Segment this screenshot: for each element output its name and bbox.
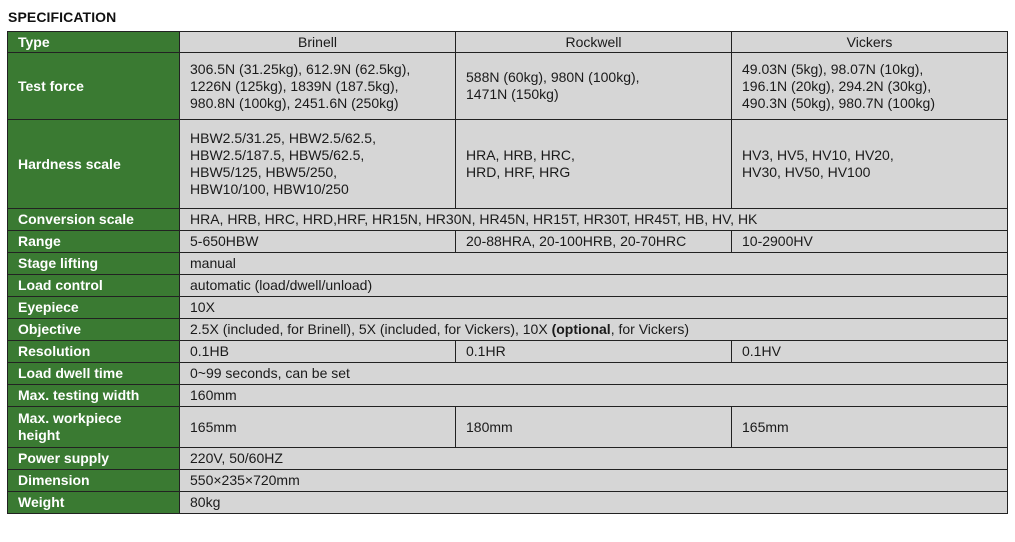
cell-line: 1471N (150kg) [466, 86, 559, 102]
objective-row [8, 319, 1008, 341]
stage-lifting-row [8, 253, 1008, 275]
row-label: Hardness scale [8, 120, 180, 209]
max-testing-width-row [8, 385, 1008, 407]
cell-line: 980.8N (100kg), 2451.6N (250kg) [190, 94, 399, 111]
row-label: Weight [8, 492, 180, 514]
cell-line: HRA, HRB, HRC, [466, 147, 575, 163]
power-supply-row [8, 448, 1008, 470]
objective-text-end: , for Vickers) [610, 321, 689, 337]
row-label: Resolution [8, 341, 180, 363]
row-label [8, 407, 180, 448]
max-workpiece-height-brinell: 165mm [180, 407, 456, 448]
hardness-scale-vickers [732, 120, 1008, 209]
rockwell-header: Rockwell [456, 32, 732, 53]
cell-line: HV30, HV50, HV100 [742, 164, 871, 180]
cell-line: HBW10/100, HBW10/250 [190, 181, 349, 197]
objective-text: 2.5X (included, for Brinell), 5X (included, for Vickers), 10X [190, 321, 552, 337]
load-dwell-time-row [8, 363, 1008, 385]
cell-line: 1226N (125kg), 1839N (187.5kg), [190, 77, 399, 94]
hardness-scale-brinell [180, 120, 456, 209]
range-vickers: 10-2900HV [732, 231, 1008, 253]
row-label: Max. testing width [8, 385, 180, 407]
stage-lifting-value: manual [180, 253, 1008, 275]
power-supply-value: 220V, 50/60HZ [180, 448, 1008, 470]
resolution-rockwell: 0.1HR [456, 341, 732, 363]
row-label: Eyepiece [8, 297, 180, 319]
conversion-scale-row [8, 209, 1008, 231]
cell-line: HRD, HRF, HRG [466, 164, 571, 180]
row-label: Range [8, 231, 180, 253]
cell-line: 490.3N (50kg), 980.7N (100kg) [742, 94, 935, 111]
cell-line: HBW2.5/187.5, HBW5/62.5, [190, 147, 365, 163]
row-label: Load dwell time [8, 363, 180, 385]
range-row [8, 231, 1008, 253]
eyepiece-value: 10X [180, 297, 1008, 319]
conversion-scale-value: HRA, HRB, HRC, HRD,HRF, HR15N, HR30N, HR45N, HR15T, HR30T, HR45T, HB, HV, HK [180, 209, 1008, 231]
row-label: Power supply [8, 448, 180, 470]
max-testing-width-value: 160mm [180, 385, 1008, 407]
optional-emphasis: (optional [551, 321, 611, 337]
test-force-vickers [732, 53, 1008, 120]
cell-line: HV3, HV5, HV10, HV20, [742, 147, 894, 163]
type-header: Type [8, 32, 180, 53]
label-line: height [18, 427, 60, 443]
cell-line: 196.1N (20kg), 294.2N (30kg), [742, 77, 932, 94]
weight-row [8, 492, 1008, 514]
resolution-vickers: 0.1HV [732, 341, 1008, 363]
dimension-value: 550×235×720mm [180, 470, 1008, 492]
brinell-header: Brinell [180, 32, 456, 53]
test-force-rockwell [456, 53, 732, 120]
row-label: Test force [8, 53, 180, 120]
label-line: Max. workpiece [18, 410, 122, 426]
cell-line: HBW5/125, HBW5/250, [190, 164, 338, 180]
page-title: SPECIFICATION [8, 9, 117, 25]
weight-value: 80kg [180, 492, 1008, 514]
specification-table [7, 31, 1008, 514]
cell-line: 49.03N (5kg), 98.07N (10kg), [742, 60, 924, 77]
hardness-scale-row [8, 120, 1008, 209]
row-label: Objective [8, 319, 180, 341]
range-brinell: 5-650HBW [180, 231, 456, 253]
dimension-row [8, 470, 1008, 492]
test-force-row [8, 53, 1008, 120]
load-control-value: automatic (load/dwell/unload) [180, 275, 1008, 297]
row-label: Stage lifting [8, 253, 180, 275]
cell-line: HBW2.5/31.25, HBW2.5/62.5, [190, 130, 376, 146]
hardness-scale-rockwell [456, 120, 732, 209]
row-label: Conversion scale [8, 209, 180, 231]
max-workpiece-height-vickers: 165mm [732, 407, 1008, 448]
table-header-row [8, 32, 1008, 53]
max-workpiece-height-rockwell: 180mm [456, 407, 732, 448]
cell-line: 588N (60kg), 980N (100kg), [466, 69, 640, 85]
load-control-row [8, 275, 1008, 297]
resolution-row [8, 341, 1008, 363]
objective-value [180, 319, 1008, 341]
row-label: Load control [8, 275, 180, 297]
eyepiece-row [8, 297, 1008, 319]
vickers-header: Vickers [732, 32, 1008, 53]
range-rockwell: 20-88HRA, 20-100HRB, 20-70HRC [456, 231, 732, 253]
load-dwell-time-value: 0~99 seconds, can be set [180, 363, 1008, 385]
row-label: Dimension [8, 470, 180, 492]
resolution-brinell: 0.1HB [180, 341, 456, 363]
cell-line: 306.5N (31.25kg), 612.9N (62.5kg), [190, 60, 411, 77]
test-force-brinell [180, 53, 456, 120]
max-workpiece-height-row [8, 407, 1008, 448]
